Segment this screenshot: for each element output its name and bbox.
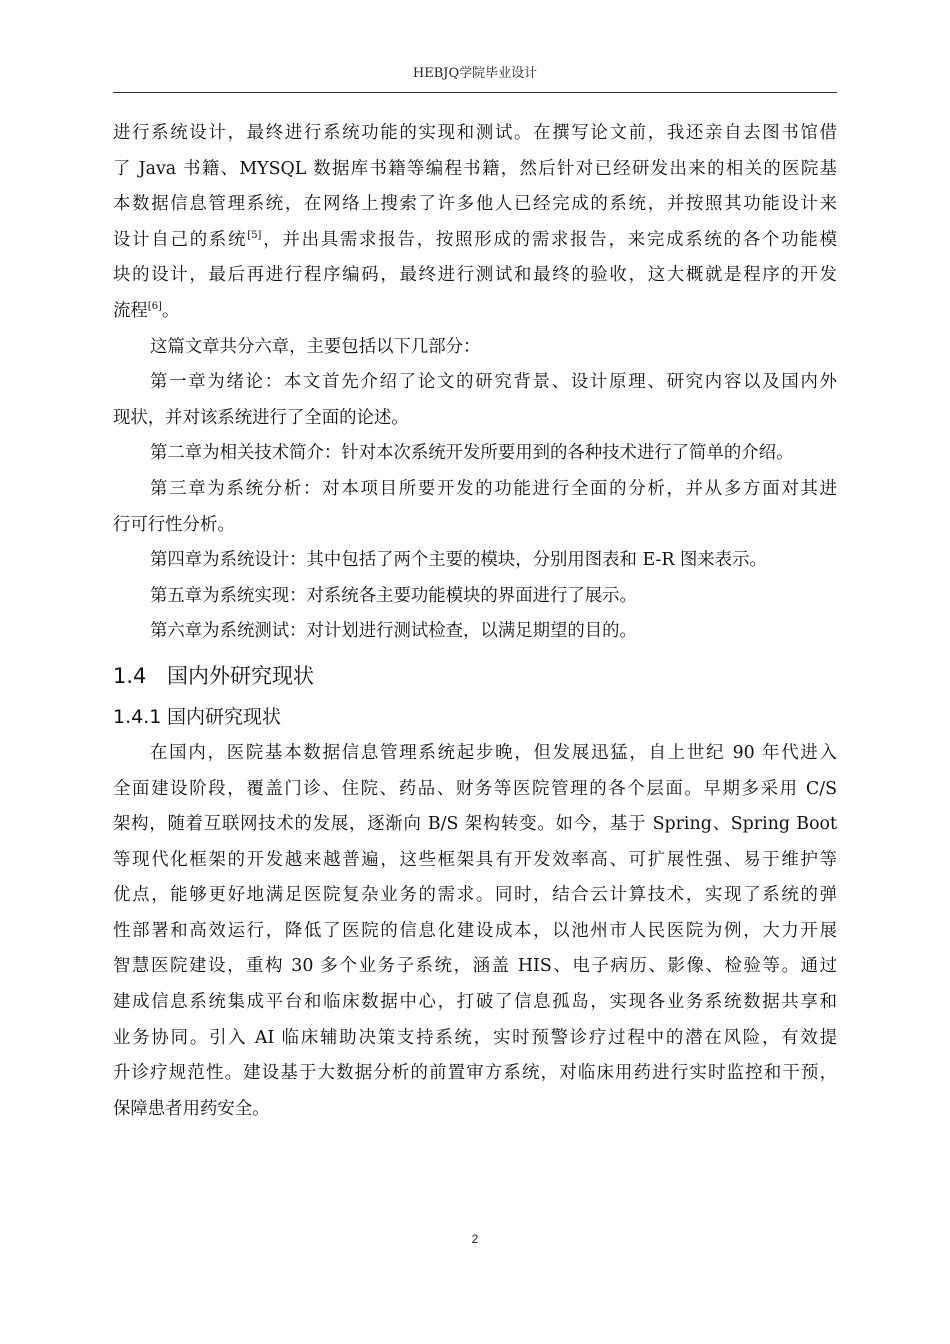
- text-line: 升诊疗规范性。建设基于大数据分析的前置审方系统，对临床用药进行实时监控和干预，: [113, 1063, 837, 1084]
- paragraph-chapter-4: [113, 543, 837, 579]
- text-line: 业务协同。引入 AI 临床辅助决策支持系统，实时预警诊疗过程中的潜在风险，有效提: [113, 1027, 837, 1048]
- text-line: 第一章为绪论：本文首先介绍了论文的研究背景、设计原理、研究内容以及国内外: [150, 372, 837, 393]
- text-line: 性部署和高效运行，降低了医院的信息化建设成本，以池州市人民医院为例，大力开展: [113, 920, 837, 941]
- text-line: [113, 294, 837, 330]
- text-line: 第六章为系统测试：对计划进行测试检查，以满足期望的目的。: [150, 621, 637, 642]
- paragraph-chapter-1: [113, 365, 837, 436]
- text-line: 在国内，医院基本数据信息管理系统起步晚，但发展迅猛，自上世纪 90 年代进入: [150, 742, 837, 763]
- document-body: [113, 116, 837, 1127]
- text-line: 架构，随着互联网技术的发展，逐渐向 B/S 架构转变。如今，基于 Spring、Spring Boot: [113, 814, 837, 835]
- subsection-heading: [113, 698, 837, 736]
- text-line: [113, 223, 837, 259]
- text-segment: 流程: [113, 300, 148, 321]
- text-line: 建成信息系统集成平台和临床数据中心，打破了信息孤岛，实现各业务系统数据共享和: [113, 992, 837, 1013]
- text-line: 块的设计，最后再进行程序编码，最终进行测试和最终的验收，这大概就是程序的开发: [113, 265, 837, 286]
- paragraph-chapter-6: [113, 614, 837, 650]
- paragraph-chapter-overview: [113, 330, 837, 366]
- header-divider: [113, 92, 837, 93]
- subsection-number: 1.4.1: [113, 705, 162, 728]
- text-line: 第三章为系统分析：对本项目所要开发的功能进行全面的分析，并从多方面对其进: [150, 478, 837, 499]
- page-number: 2: [471, 1232, 479, 1246]
- text-line: 第二章为相关技术简介：针对本次系统开发所要用到的各种技术进行了简单的介绍。: [150, 443, 794, 464]
- text-line: 优点，能够更好地满足医院复杂业务的需求。同时，结合云计算技术，实现了系统的弹: [113, 885, 837, 906]
- section-heading: [113, 656, 837, 696]
- text-segment: ，并出具需求报告，按照形成的需求报告，来完成系统的各个功能模: [261, 229, 837, 250]
- text-line: 行可行性分析。: [113, 514, 235, 535]
- page-header: HEBJQ学院毕业设计: [412, 66, 538, 81]
- text-line: 进行系统设计，最终进行系统功能的实现和测试。在撰写论文前，我还亲自去图书馆借: [113, 123, 837, 143]
- citation-ref-6: [6]: [147, 301, 162, 313]
- text-line: 第五章为系统实现：对系统各主要功能模块的界面进行了展示。: [150, 585, 637, 606]
- paragraph-intro-continued: [113, 116, 837, 330]
- paragraph-chapter-3: [113, 472, 837, 543]
- text-line: 这篇文章共分六章，主要包括以下几部分：: [150, 336, 481, 357]
- text-line: 现状，并对该系统进行了全面的论述。: [113, 407, 409, 428]
- text-line: 第四章为系统设计：其中包括了两个主要的模块，分别用图表和 E-R 图来表示。: [150, 550, 767, 571]
- paragraph-chapter-5: [113, 579, 837, 615]
- text-line: 智慧医院建设，重构 30 多个业务子系统，涵盖 HIS、电子病历、影像、检验等。通过: [113, 956, 837, 977]
- text-line: 全面建设阶段，覆盖门诊、住院、药品、财务等医院管理的各个层面。早期多采用 C/S: [113, 778, 837, 799]
- text-line: 本数据信息管理系统，在网络上搜索了许多他人已经完成的系统，并按照其功能设计来: [113, 194, 837, 215]
- text-segment: 设计自己的系统: [113, 229, 248, 250]
- text-line: 保障患者用药安全。: [113, 1098, 270, 1119]
- section-number: 1.4: [113, 663, 147, 688]
- paragraph-chapter-2: [113, 436, 837, 472]
- text-line: 等现代化框架的开发越来越普遍，这些框架具有开发效率高、可扩展性强、易于维护等: [113, 849, 837, 870]
- subsection-title: 国内研究现状: [167, 705, 282, 728]
- text-line: 了 Java 书籍、MYSQL 数据库书籍等编程书籍，然后针对已经研发出来的相关的医院基: [113, 158, 837, 179]
- citation-ref-5: [5]: [247, 229, 262, 241]
- section-title: 国内外研究现状: [167, 663, 314, 688]
- paragraph-domestic-research: [113, 736, 837, 1128]
- text-segment: 。: [161, 300, 180, 321]
